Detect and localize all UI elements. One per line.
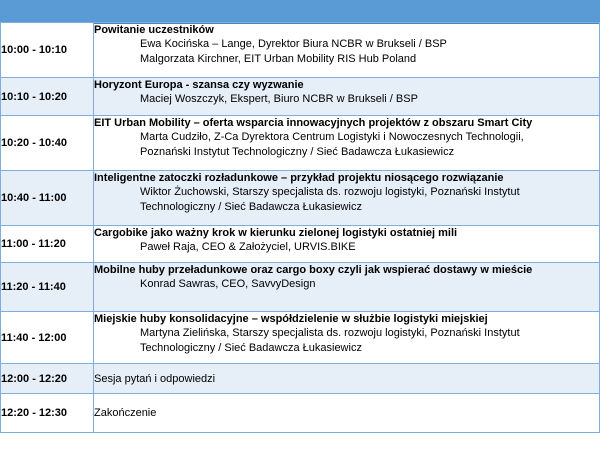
agenda-row	[1, 364, 600, 394]
agenda-row	[1, 23, 600, 78]
table-header-band	[0, 0, 600, 24]
agenda-speaker: Paweł Raja, CEO & Założyciel, URVIS.BIKE	[140, 241, 356, 253]
agenda-description	[94, 116, 600, 171]
agenda-session-title: Mobilne huby przeładunkowe oraz cargo boxy czyli jak wspierać dostawy w mieście	[94, 264, 533, 276]
agenda-session-title: Sesja pytań i odpowiedzi	[94, 372, 216, 385]
agenda-time: 11:40 - 12:00	[1, 312, 94, 364]
agenda-session-title: Zakończenie	[94, 407, 157, 419]
agenda-speaker: Technologiczny / Sieć Badawcza Łukasiewicz	[140, 200, 362, 213]
agenda-session-title: Cargobike jako ważny krok w kierunku zielonej logistyki ostatniej mili	[94, 227, 458, 239]
agenda-row	[1, 226, 600, 263]
agenda-session-title: Inteligentne zatoczki rozładunkowe – przykład projektu niosącego rozwiązanie	[94, 172, 504, 184]
agenda-session-title: Miejskie huby konsolidacyjne – współdzielenie w służbie logistyki miejskiej	[94, 313, 488, 325]
agenda-time: 10:10 - 10:20	[1, 78, 94, 116]
agenda-description	[94, 226, 600, 263]
agenda-table	[0, 22, 600, 433]
agenda-speaker: Malgorzata Kirchner, EIT Urban Mobility RIS Hub Poland	[140, 52, 417, 65]
agenda-time: 11:00 - 11:20	[1, 226, 94, 263]
agenda-description	[94, 263, 600, 312]
agenda-speaker: Ewa Kocińska – Lange, Dyrektor Biura NCBR w Brukseli / BSP	[140, 38, 447, 50]
agenda-speaker: Konrad Sawras, CEO, SavvyDesign	[140, 278, 316, 290]
agenda-row	[1, 394, 600, 433]
agenda-row	[1, 312, 600, 364]
agenda-time: 12:20 - 12:30	[1, 394, 94, 433]
agenda-speaker: Technologiczny / Sieć Badawcza Łukasiewicz	[140, 341, 362, 354]
agenda-row	[1, 116, 600, 171]
agenda-row	[1, 263, 600, 312]
agenda-speaker: Poznański Instytut Technologiczny / Sieć Badawcza Łukasiewicz	[140, 145, 455, 158]
agenda-session-title: EIT Urban Mobility – oferta wsparcia innowacyjnych projektów z obszaru Smart City	[94, 117, 533, 129]
agenda-speaker: Marta Cudziło, Z-Ca Dyrektora Centrum Logistyki i Nowoczesnych Technologii,	[140, 131, 524, 143]
agenda-speaker: Martyna Zielińska, Starszy specjalista ds. rozwoju logistyki, Poznański Instytut	[140, 327, 520, 339]
agenda-time: 10:00 - 10:10	[1, 23, 94, 78]
agenda-time: 10:40 - 11:00	[1, 171, 94, 226]
agenda-time: 10:20 - 10:40	[1, 116, 94, 171]
agenda-row	[1, 78, 600, 116]
agenda-description	[94, 312, 600, 364]
agenda-speaker: Wiktor Żuchowski, Starszy specjalista ds. rozwoju logistyki, Poznański Instytut	[140, 186, 520, 198]
agenda-time: 11:20 - 11:40	[1, 263, 94, 312]
agenda-description	[94, 23, 600, 78]
agenda-description	[94, 364, 600, 394]
agenda-description	[94, 171, 600, 226]
agenda-description	[94, 394, 600, 433]
agenda-session-title: Powitanie uczestników	[94, 24, 214, 36]
agenda-time: 12:00 - 12:20	[1, 364, 94, 394]
agenda-speaker: Maciej Woszczyk, Ekspert, Biuro NCBR w Brukseli / BSP	[140, 93, 418, 105]
agenda-description	[94, 78, 600, 116]
agenda-row	[1, 171, 600, 226]
agenda-session-title: Horyzont Europa - szansa czy wyzwanie	[94, 79, 304, 91]
